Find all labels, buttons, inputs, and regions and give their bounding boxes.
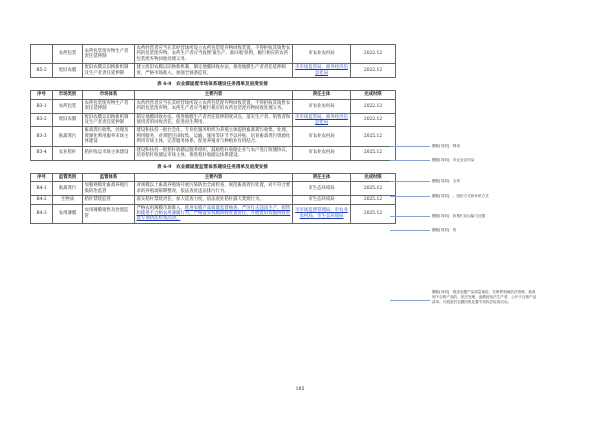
cell-type: 农用薄膜 <box>53 204 83 223</box>
col-header: 市场类别 <box>53 91 83 99</box>
cell-type: 生物质 <box>53 196 83 204</box>
cell-system: 加强规模化畜禽养殖污染防治监管 <box>83 182 135 196</box>
comment-connector <box>390 300 430 301</box>
cell-date: 2025.12 <box>351 127 396 146</box>
revision-comment[interactable]: 删除[刘刘]：的 <box>432 228 457 232</box>
revision-comment[interactable]: 删除[刘刘]：推进农膜产品质量抽检，在销售领域依法管理，抽查到不合格产品的，依法处理，追溯到违法生产者，公开不合格产品清单。开展废旧农膜回收处置专项执法检查活动。 <box>432 290 537 304</box>
revision-comment[interactable]: 删除[刘刘]：收集贮存运输与处置 <box>432 214 486 218</box>
col-header: 序号 <box>31 173 53 181</box>
comment-connector <box>390 181 430 182</box>
col-header: 监管类别 <box>53 173 83 181</box>
cell-owner: 市农业农村局 <box>293 146 351 160</box>
cell-content: 对规模以上畜禽养殖场开展污染防治全面检查，规范畜禽粪污处置，对不符合要求的养殖场限期整改，依法查处违法排污行为。 <box>135 182 293 196</box>
page-number: 185 <box>295 387 305 392</box>
content-plain: 严格农用薄膜市场准入， <box>136 205 185 211</box>
revision-comment[interactable]: 删除[刘刘]：利用 <box>432 144 460 148</box>
cell-system: 农用薄膜销售及处置监管 <box>83 204 135 223</box>
cell-owner: 市生态环境局 <box>293 196 351 204</box>
comment-connector <box>390 146 430 147</box>
cell-system: 秸秆禁烧监管 <box>83 196 135 204</box>
cell-date: 2022.12 <box>351 99 396 113</box>
col-header: 责任主体 <box>293 91 351 99</box>
content-revision-link[interactable]: 推进农膜产品质量监督抽查，严厉打击违法生产、销售和使用不合格农用薄膜行为，严格落实农膜回收处置责任，开展废旧农膜回收处置专项执法检查活动。 <box>136 205 291 222</box>
owner-link[interactable]: 市市场监管局、商务经济信息化局 <box>295 114 348 126</box>
cell-content: 建立废旧农膜以旧换新机制，制定地膜回收办法，推进地膜生产者责任延伸制度，严格市场准入，加强全链条监管。 <box>135 64 293 78</box>
cell-id: B3-1 <box>31 99 53 113</box>
cell-owner: 市农业农村局 <box>293 45 351 64</box>
col-header: 责任主体 <box>293 173 351 181</box>
cell-type: 农药包装 <box>53 45 83 64</box>
table-caption: 表 6-8 农业源固废市场体系建设任务清单及进度安排 <box>157 82 268 88</box>
col-header: 完成时限 <box>351 91 396 99</box>
col-header: 监管体系 <box>83 173 135 181</box>
cell-id: B3-3 <box>31 127 53 146</box>
cell-system: 秸秆收运市场主体建设 <box>83 146 135 160</box>
revision-comment[interactable]: 删除[刘刘]：，组织方式和补贴方式 <box>432 194 489 198</box>
comment-connector <box>390 216 430 217</box>
cell-date: 2022.12 <box>351 113 396 127</box>
cell-owner: 市农业农村局 <box>293 127 351 146</box>
cell-owner: 市生态环境局 <box>293 182 351 196</box>
cell-date: 2025.12 <box>351 182 396 196</box>
cell-type: 农业秸秆 <box>53 146 83 160</box>
comment-connector <box>390 230 430 231</box>
col-header: 完成时限 <box>351 173 396 181</box>
cell-id: B4-1 <box>31 182 53 196</box>
cell-date: 2025.12 <box>351 196 396 204</box>
cell-id: B3-2 <box>31 113 53 127</box>
cell-date: 2025.12 <box>351 204 396 223</box>
owner-link[interactable]: 市市场监督管理局、市农业农村局、市生态环境局 <box>295 208 348 219</box>
cell-type: 畜禽粪污 <box>53 127 83 146</box>
cell-date: 2025.12 <box>351 146 396 160</box>
col-header: 序号 <box>31 91 53 99</box>
cell-system: 农药包装废弃物生产者责任延伸制 <box>83 45 135 64</box>
table-caption: 表 6-9 农业源固废监管体系建设任务清单及进度安排 <box>157 164 268 170</box>
cell-content: 农药经营者应当在其经营场所设立农药包装废弃物回收装置，不得拒收其销售农药的包装废弃物。农药生产者应当履行相应的农药包装废弃物回收处理义务。 <box>135 99 293 113</box>
comment-connector <box>390 196 430 197</box>
cell-id: B5-2 <box>31 64 53 78</box>
cell-content: 制定地膜回收办法，推进地膜生产者责任延伸制度试点，落实生产者、销售者和使用者的回收责任，促进再生利用。 <box>135 113 293 127</box>
col-header: 主要内容 <box>135 173 293 181</box>
revision-comment[interactable]: 删除[刘刘]：全省 <box>432 179 460 183</box>
revision-comment[interactable]: 删除[刘刘]：市农业农村局 <box>432 158 475 162</box>
cell-type: 废旧农膜 <box>53 113 83 127</box>
col-header: 市场体系 <box>83 91 135 99</box>
cell-date: 2022.12 <box>351 64 396 78</box>
cell-content: 建设和扶持一批社会化、专业化服务组织为养殖主体提供畜禽粪污收集、处理、利用服务，对粪肥还田收集、运输、施用等环节予以补贴，培育畜禽粪污资源化利用市场主体，完善服务体系，促进养殖业与种植业有机结合。 <box>135 127 293 146</box>
col-header: 主要内容 <box>135 91 293 99</box>
cell-content: 农药经营者应当在其经营场所设立农药包装废弃物回收装置，不得拒收其销售农药的包装废弃物。农药生产者应当按照'谁生产、谁回收'原则，履行相应的农药包装废弃物回收处理义务。 <box>135 45 293 64</box>
cell-system: 废旧农膜以旧换新机制及生产者责任延伸制 <box>83 113 135 127</box>
cell-system: 农药包装废弃物生产者责任延伸制 <box>83 99 135 113</box>
cell-id: B4-3 <box>31 204 53 223</box>
cell-owner: 市农业农村局 <box>293 99 351 113</box>
cell-id: B3-4 <box>31 146 53 160</box>
cell-content: 建设和扶持一批秸秆收储运服务组织，鼓励秸秆收储企业与农户签订收储协议，培育秸秆收储运市场主体，推进秸秆收储运体系建设。 <box>135 146 293 160</box>
owner-link[interactable]: 市市场监管局、商务经济信息化局 <box>295 65 348 76</box>
cell-system: 畜禽粪污收集、处理及资源化利用服务市场主体建设 <box>83 127 135 146</box>
cell-id: B4-2 <box>31 196 53 204</box>
cell-type: 畜禽粪污 <box>53 182 83 196</box>
cell-type: 废旧农膜 <box>53 64 83 78</box>
cell-content: 落实秸秆禁烧责任，加大巡查力度，依法查处秸秆露天焚烧行为。 <box>135 196 293 204</box>
comment-connector <box>390 160 430 161</box>
cell-type: 农药包装 <box>53 99 83 113</box>
cell-date: 2022.12 <box>351 45 396 64</box>
cell-system: 废旧农膜以旧换新机制及生产者责任延伸制 <box>83 64 135 78</box>
